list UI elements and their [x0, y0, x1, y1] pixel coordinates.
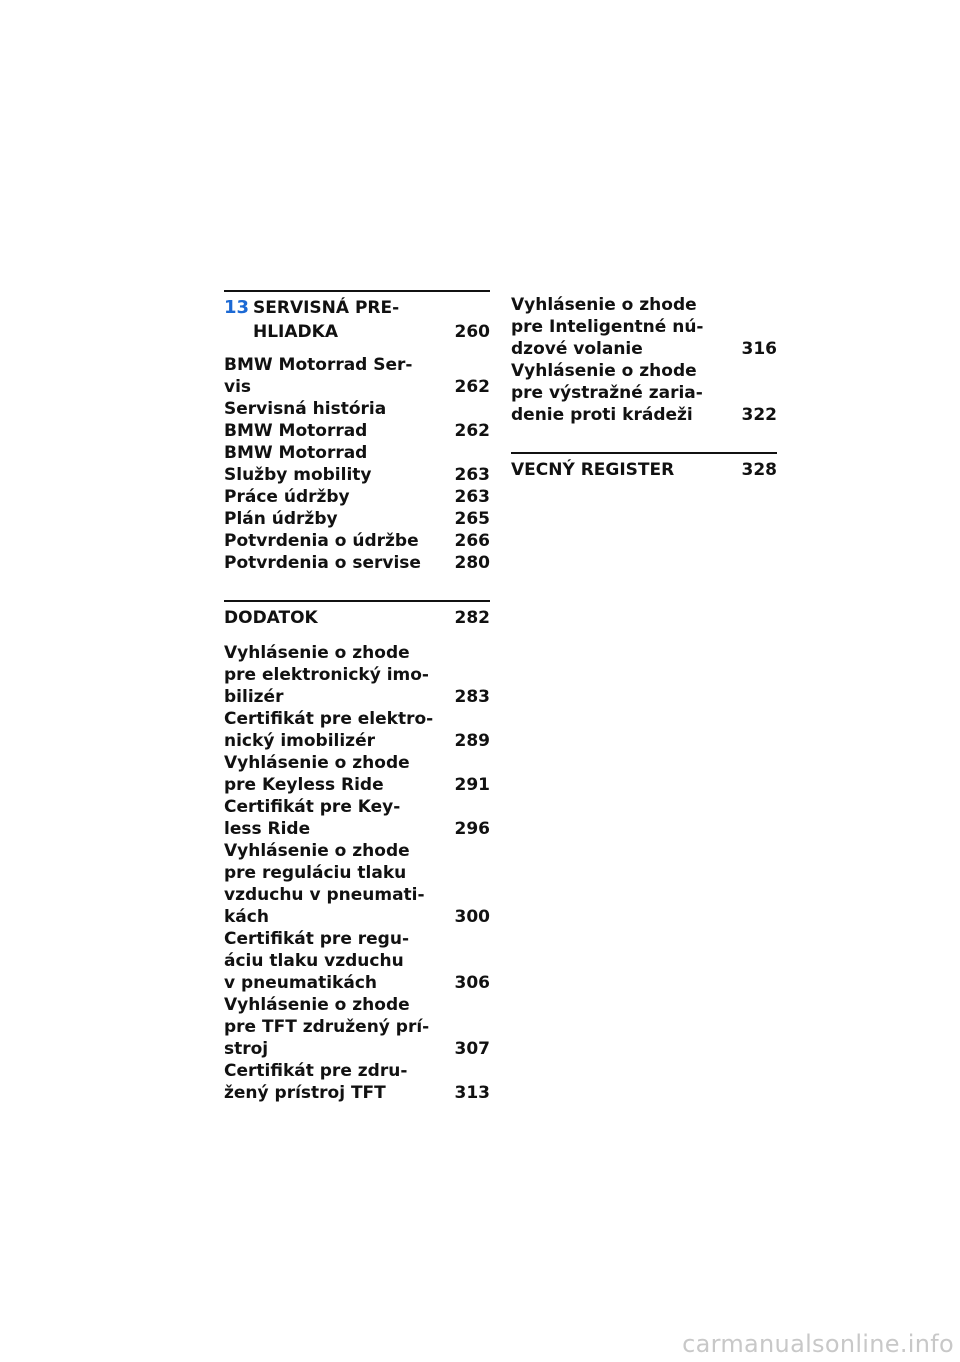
chapter-title: SERVISNÁ PRE- HLIADKA [253, 298, 400, 342]
toc-entry-text: BMW Motorrad Služby mobility [224, 443, 372, 485]
toc-entry-page: 280 [454, 553, 490, 573]
register-title: VECNÝ REGISTER [511, 460, 675, 480]
toc-entry-page: 300 [454, 907, 490, 927]
toc-entry-text: Certifikát pre Key- less Ride [224, 797, 401, 839]
toc-entry-page: 291 [454, 775, 490, 795]
toc-entry[interactable] [224, 354, 490, 398]
toc-entry-text: Vyhlásenie o zhode pre Keyless Ride [224, 753, 410, 795]
toc-entry-text: Plán údržby [224, 509, 338, 529]
right-entries [511, 294, 777, 426]
dodatok-entries [224, 642, 490, 1104]
chapter-page: 260 [454, 322, 490, 342]
toc-entry[interactable] [224, 642, 490, 708]
toc-entry-text: Potvrdenia o údržbe [224, 531, 419, 551]
register-heading[interactable] [511, 458, 777, 482]
toc-entry-page: 263 [454, 465, 490, 485]
toc-entry[interactable] [224, 994, 490, 1060]
toc-entry-page: 322 [741, 405, 777, 425]
toc-entry[interactable] [224, 752, 490, 796]
toc-entry-page: 262 [454, 377, 490, 397]
chapter-number: 13 [224, 297, 250, 318]
toc-entry[interactable] [224, 398, 490, 442]
toc-entry-text: Certifikát pre regu- áciu tlaku vzduchu v pneumatikách [224, 929, 410, 993]
toc-entry-page: 265 [454, 509, 490, 529]
toc-right-column [511, 290, 777, 482]
toc-entry-text: Vyhlásenie o zhode pre výstražné zaria- denie proti krádeži [511, 361, 703, 425]
toc-entry-page: 289 [454, 731, 490, 751]
dodatok-heading[interactable] [224, 606, 490, 630]
chapter-13-heading[interactable] [224, 296, 490, 344]
toc-entry[interactable] [224, 796, 490, 840]
toc-entry-page: 306 [454, 973, 490, 993]
toc-entry-text: Vyhlásenie o zhode pre elektronický imo- bilizér [224, 643, 429, 707]
toc-entry-page: 307 [454, 1039, 490, 1059]
toc-entry[interactable] [224, 840, 490, 928]
toc-entry[interactable] [224, 552, 490, 574]
toc-entry-page: 266 [454, 531, 490, 551]
toc-entry-text: Práce údržby [224, 487, 350, 507]
register-rule [511, 452, 777, 454]
toc-entry-text: Certifikát pre elektro- nický imobilizér [224, 709, 434, 751]
toc-entry[interactable] [224, 928, 490, 994]
register-page: 328 [741, 460, 777, 480]
watermark: carmanualsonline.info [682, 1330, 954, 1358]
toc-entry-page: 263 [454, 487, 490, 507]
toc-entry[interactable] [224, 1060, 490, 1104]
dodatok-page: 282 [454, 608, 490, 628]
dodatok-title: DODATOK [224, 608, 318, 628]
toc-entry[interactable] [224, 708, 490, 752]
toc-entry-page: 316 [741, 339, 777, 359]
toc-entry-text: Vyhlásenie o zhode pre TFT združený prí- stroj [224, 995, 430, 1059]
toc-left-column [224, 290, 490, 1104]
toc-entry-text: Potvrdenia o servise [224, 553, 421, 573]
toc-entry-page: 296 [454, 819, 490, 839]
toc-entry-text: Vyhlásenie o zhode pre reguláciu tlaku vzduchu v pneumati- kách [224, 841, 425, 927]
toc-entry[interactable] [224, 442, 490, 486]
dodatok-rule [224, 600, 490, 602]
toc-entry[interactable] [224, 508, 490, 530]
toc-entry-page: 283 [454, 687, 490, 707]
toc-entry-page: 313 [454, 1083, 490, 1103]
toc-entry[interactable] [224, 486, 490, 508]
toc-entry[interactable] [511, 294, 777, 360]
toc-entry-text: Vyhlásenie o zhode pre Inteligentné nú- dzové volanie [511, 295, 704, 359]
toc-entry[interactable] [511, 360, 777, 426]
toc-entry-text: Servisná história BMW Motorrad [224, 399, 387, 441]
toc-entry-text: BMW Motorrad Ser- vis [224, 355, 413, 397]
chapter-13-entries [224, 354, 490, 574]
toc-entry-text: Certifikát pre zdru- žený prístroj TFT [224, 1061, 408, 1103]
toc-entry[interactable] [224, 530, 490, 552]
chapter-rule [224, 290, 490, 292]
toc-entry-page: 262 [454, 421, 490, 441]
